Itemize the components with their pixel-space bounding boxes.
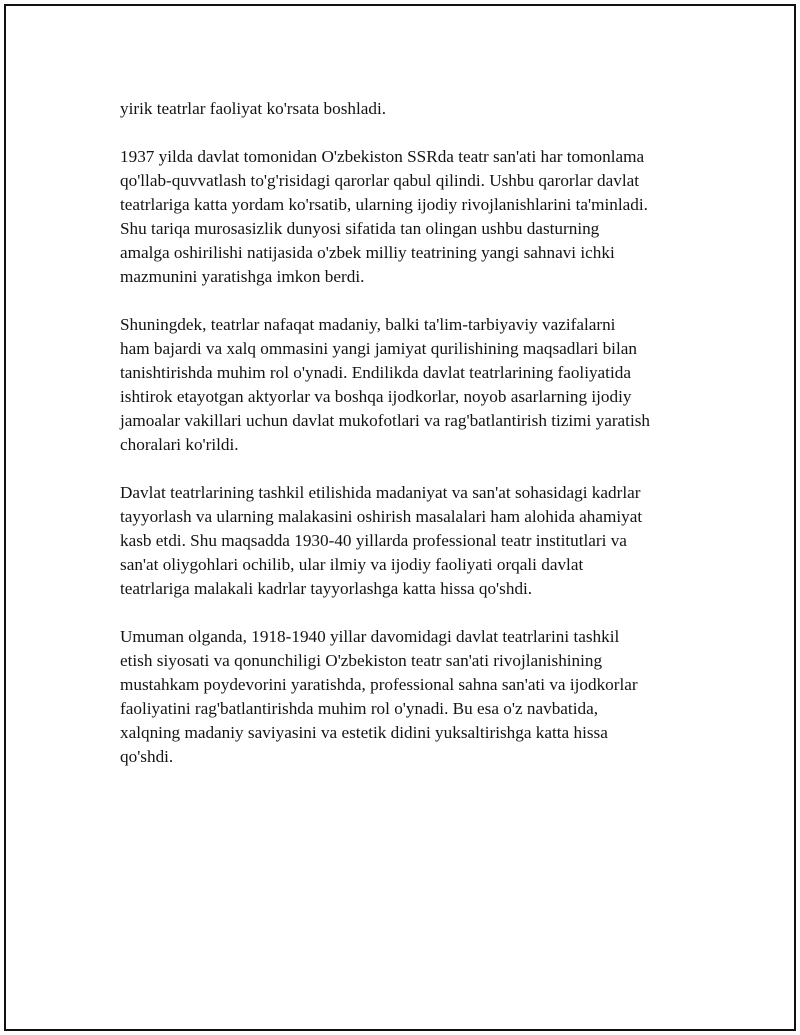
document-page [4,4,796,1031]
paragraph-3 [120,313,696,457]
text-line: Shuningdek, teatrlar nafaqat madaniy, balki ta'lim-tarbiyaviy vazifalarni [120,315,616,334]
text-line: ishtirok etayotgan aktyorlar va boshqa ijodkorlar, noyob asarlarning ijodiy [120,387,632,406]
paragraph-4 [120,481,696,601]
text-line: qo'shdi. [120,747,174,766]
text-line: tayyorlash va ularning malakasini oshirish masalalari ham alohida ahamiyat [120,507,643,526]
paragraph-2 [120,145,696,289]
text-line: kasb etdi. Shu maqsadda 1930-40 yillarda professional teatr institutlari va [120,531,627,550]
text-line: ham bajardi va xalq ommasini yangi jamiyat qurilishining maqsadlari bilan [120,339,637,358]
text-line: etish siyosati va qonunchiligi O'zbekiston teatr san'ati rivojlanishining [120,651,603,670]
text-line: 1937 yilda davlat tomonidan O'zbekiston SSRda teatr san'ati har tomonlama [120,147,645,166]
text-line: xalqning madaniy saviyasini va estetik didini yuksaltirishga katta hissa [120,723,608,742]
text-line: faoliyatini rag'batlantirishda muhim rol o'ynadi. Bu esa o'z navbatida, [120,699,599,718]
text-line: choralari ko'rildi. [120,435,239,454]
text-line: teatrlariga katta yordam ko'rsatib, ularning ijodiy rivojlanishlarini ta'minladi. [120,195,648,214]
text-line: mazmunini yaratishga imkon berdi. [120,267,365,286]
text-line: san'at oliygohlari ochilib, ular ilmiy va ijodiy faoliyati orqali davlat [120,555,584,574]
paragraph-1 [120,97,696,121]
text-line: Shu tariqa murosasizlik dunyosi sifatida tan olingan ushbu dasturning [120,219,600,238]
text-line: jamoalar vakillari uchun davlat mukofotlari va rag'batlantirish tizimi yaratish [120,411,651,430]
document-body [120,97,696,793]
text-line: teatrlariga malakali kadrlar tayyorlashga katta hissa qo'shdi. [120,579,533,598]
text-line: Davlat teatrlarining tashkil etilishida madaniyat va san'at sohasidagi kadrlar [120,483,641,502]
text-line: yirik teatrlar faoliyat ko'rsata boshladi. [120,99,387,118]
paragraph-5 [120,625,696,769]
text-line: tanishtirishda muhim rol o'ynadi. Endilikda davlat teatrlarining faoliyatida [120,363,631,382]
text-line: Umuman olganda, 1918-1940 yillar davomidagi davlat teatrlarini tashkil [120,627,620,646]
text-line: mustahkam poydevorini yaratishda, professional sahna san'ati va ijodkorlar [120,675,638,694]
text-line: qo'llab-quvvatlash to'g'risidagi qarorlar qabul qilindi. Ushbu qarorlar davlat [120,171,640,190]
text-line: amalga oshirilishi natijasida o'zbek milliy teatrining yangi sahnavi ichki [120,243,615,262]
